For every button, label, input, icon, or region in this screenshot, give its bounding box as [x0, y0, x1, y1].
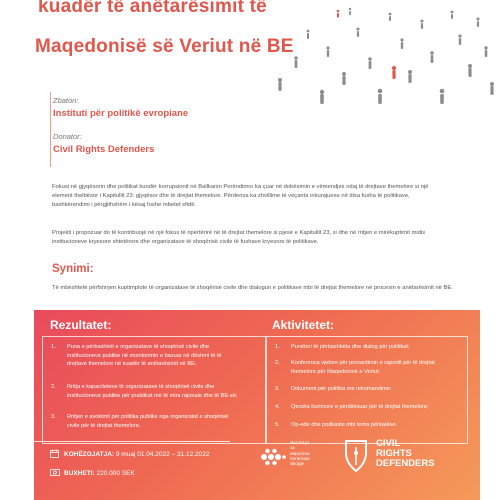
activity-text [291, 343, 409, 352]
activity-number: 5. [275, 422, 280, 428]
calendar-icon [50, 449, 59, 460]
result-item [51, 343, 257, 371]
pen-nib-icon [340, 439, 372, 473]
duration-value: 9 muaj 01.04.2022 – 31.12.2022 [115, 451, 210, 458]
result-line: institucioneve publike në monitorimin e bazuar në dëshmi të të [67, 352, 222, 359]
project-paragraph [52, 229, 457, 247]
activity-number: 1. [275, 344, 280, 350]
result-number: 1. [51, 344, 56, 350]
ipe-logo [258, 438, 328, 478]
ipe-logo-line: политика [290, 455, 310, 461]
implementer-label: Zbaton: [53, 96, 79, 105]
activity-number: 2. [275, 360, 280, 366]
intro-paragraph [52, 183, 457, 211]
budget-label: BUXHETI: [64, 470, 95, 477]
result-number: 2. [51, 384, 56, 390]
intro-line: bashkërendimi i përgjithshëm i kësaj fushe mbetet sfidë. [52, 202, 197, 209]
synimi-text: Të mbështetë përfshirjen kuptimplote të organizatave të shoqërisë civile dhe dialogun e politikave mbi të drejtat themelore në procesin e anëtarësimit në BE. [52, 285, 453, 291]
footer-divider [0, 441, 230, 442]
activity-line: Op-ede dhe podkaste mbi tema përkatëse. [291, 422, 398, 428]
result-item [51, 413, 257, 433]
project-line: Projekti i propozuar do të kontribuojë në një fokus të ripërtërirë në të drejtat themelore si pjesë e Kapitullit 23, si dhe në rritjen e mirëkuptimit midis [52, 230, 426, 236]
result-line: institucioneve publike për praktikat më të mira rajonale dhe të BE-së; [67, 392, 238, 399]
result-line: Rritja e kapaciteteve të organizatave të shoqërisë civile dhe [67, 384, 215, 390]
donor-label: Donator: [53, 132, 82, 141]
activity-line: Dokument për politika me rekomandime; [291, 386, 392, 392]
result-line: Puna e përbashkët e organizatave të shoqërisë civile dhe [67, 344, 210, 350]
activity-line: Punëtori të përbashkëta dhe dialog për politikat; [291, 344, 410, 350]
ipe-logo-line: за [290, 445, 295, 451]
crd-logo-line: CIVIL [376, 438, 401, 449]
crd-logo-text [376, 439, 435, 469]
results-heading: Rezultatet: [50, 318, 112, 332]
intro-line: Fokusi në gjyqësorin dhe politikat kundër korrupsionit në Ballkanin Perëndimor ka çuar në dobësimin e vëmendjes ndaj të drejtave themelore si një [52, 184, 429, 190]
crd-logo-line: DEFENDERS [376, 458, 435, 469]
ipe-logo-mark [258, 442, 288, 472]
result-text [67, 383, 237, 400]
result-number: 3. [51, 414, 56, 420]
activity-line: themelore për Maqedoninë e Veriut; [291, 368, 380, 375]
intro-line: element thelbësor i Kapitullit 23: gjyqësor dhe të drejtat themelore. Përderisa ka zhvillime të veçanta inkurajuese në disa fusha të politikave, [52, 193, 410, 200]
synimi-heading: Synimi: [52, 263, 94, 275]
budget [64, 470, 135, 477]
result-item [51, 383, 257, 403]
results-box [42, 336, 266, 444]
result-text [67, 343, 222, 369]
result-line: drejtave themelore në kuadër të anëtarësimit në BE; [67, 361, 197, 368]
ipe-logo-line: европска [290, 450, 310, 456]
ipe-logo-text [290, 440, 310, 466]
ipe-logo-line: Институт [290, 440, 310, 445]
result-text [67, 413, 228, 430]
donor-name: Civil Rights Defenders [53, 144, 155, 155]
crd-logo-line: RIGHTS [376, 448, 412, 459]
activity-text [291, 421, 397, 430]
result-line: civile për të drejtat themelore. [67, 422, 141, 429]
activities-box [266, 336, 468, 444]
project-meta [50, 92, 261, 167]
activity-text [291, 403, 428, 412]
budget-value: 220.000 SEK [96, 470, 135, 477]
crowd-illustration [262, 0, 500, 115]
duration-label: KOHËZGJATJA: [64, 451, 115, 458]
activity-text [291, 385, 391, 394]
title-line-2: Maqedonisë së Veriut në BE [35, 36, 294, 57]
crd-logo [340, 437, 480, 487]
activity-text [291, 359, 435, 376]
activity-number: 4. [275, 404, 280, 410]
activity-line: Konferenca vjetore për prezantimin e raportit për të drejtat [291, 360, 435, 366]
result-line: Rritjen e avokimit për politika publike nga organizatat e shoqërisë [67, 414, 229, 420]
money-icon [50, 468, 60, 479]
project-line: institucioneve kryesore shtetërore dhe organizatave të shoqërisë civile të fushave kryesore të politikave. [52, 239, 319, 246]
activity-number: 3. [275, 386, 280, 392]
ipe-logo-line: Skopje [290, 461, 305, 467]
duration [64, 451, 210, 458]
activities-heading: Aktivitetet: [272, 318, 335, 332]
title-line-1: kuadër të anëtarësimit të [38, 0, 267, 17]
implementer-name: Instituti për politikë evropiane [53, 108, 189, 119]
activity-line: Qendra burimore e përditësuar për të drejtat themelore; [291, 404, 429, 410]
